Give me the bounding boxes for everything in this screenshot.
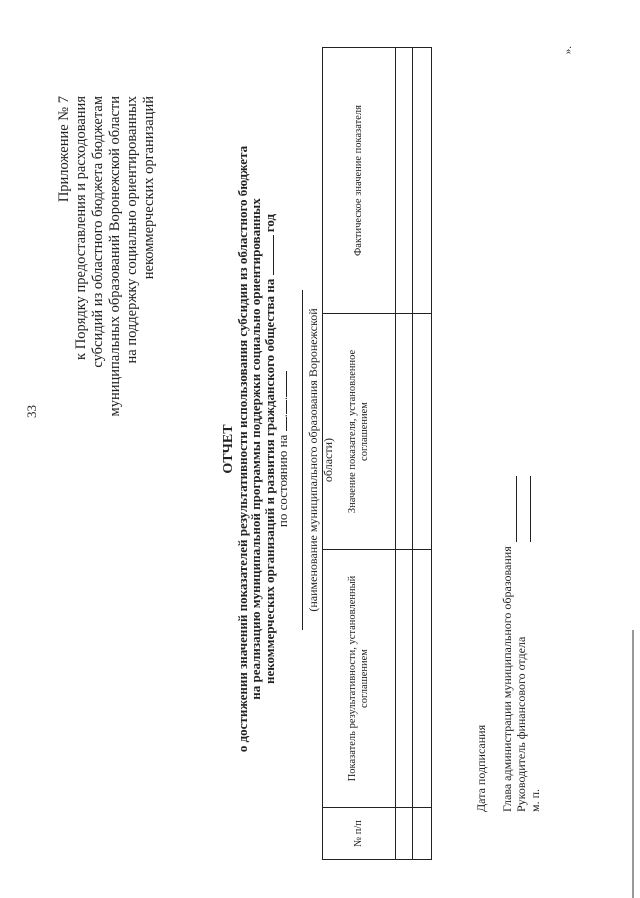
header-indicator: Показатель результативности, установленный соглашением (323, 550, 396, 808)
header-planned-value: Значение показателя, установленное соглашением (323, 314, 396, 550)
report-subtitle-year: год (261, 213, 277, 233)
header-actual-value: Фактическое значение показателя (323, 48, 396, 314)
signing-date-label: Дата подписания (474, 724, 488, 812)
head-of-administration-label: Глава администрации муниципального образования (500, 546, 514, 812)
table-header-row (323, 48, 396, 860)
date-month-blank (286, 400, 287, 414)
appendix-line: некоммерческих организаций (141, 96, 157, 280)
appendix-line: на поддержку социально ориентированных (124, 96, 140, 364)
report-subtitle-text: некоммерческих организаций и развития гражданского общества на (261, 278, 277, 685)
header-number: № п/п (323, 808, 396, 860)
appendix-line: муниципальных образований Воронежской области (107, 96, 123, 417)
table-cell (413, 48, 432, 314)
year-blank (273, 236, 274, 276)
table-cell (396, 314, 413, 550)
table-row (413, 48, 432, 860)
report-subtitle-line: о достижении значений показателей результативности использования субсидии из областного бюджета (234, 145, 250, 753)
appendix-line: Приложение № 7 (56, 96, 72, 203)
table-cell (396, 48, 413, 314)
report-title: ОТЧЕТ (221, 424, 236, 474)
page-number: 33 (24, 405, 39, 418)
date-separator: . (275, 396, 290, 401)
stamp-label: м. п. (528, 788, 542, 812)
report-subtitle-line (263, 0, 277, 898)
scan-edge-line (632, 630, 634, 898)
appendix-heading (56, 96, 158, 416)
date-separator: . (275, 414, 290, 418)
finance-head-label: Руководитель финансового отдела (514, 636, 528, 812)
corner-mark: ». (562, 46, 574, 55)
as-of-label: по состоянию на (275, 434, 290, 528)
municipality-caption: (наименование муниципального образования Воронежской области) (306, 308, 335, 612)
table-cell (413, 314, 432, 550)
appendix-line: субсидий из областного бюджета бюджетам (90, 96, 106, 368)
table-cell (396, 550, 413, 808)
appendix-line: к Порядку предоставления и расходования (73, 96, 89, 360)
table-cell (396, 808, 413, 860)
finance-signature-line (530, 476, 531, 542)
date-year-blank (286, 371, 287, 397)
as-of-line (276, 0, 290, 898)
report-subtitle-line: на реализацию муниципальной программы поддержки социально ориентированных (248, 198, 263, 700)
head-signature-line (516, 476, 517, 542)
table-row (396, 48, 413, 860)
municipality-line (302, 290, 303, 630)
report-title-block (222, 0, 290, 898)
report-table (322, 47, 432, 860)
table-cell (413, 808, 432, 860)
date-day-blank (286, 417, 287, 431)
table-cell (413, 550, 432, 808)
